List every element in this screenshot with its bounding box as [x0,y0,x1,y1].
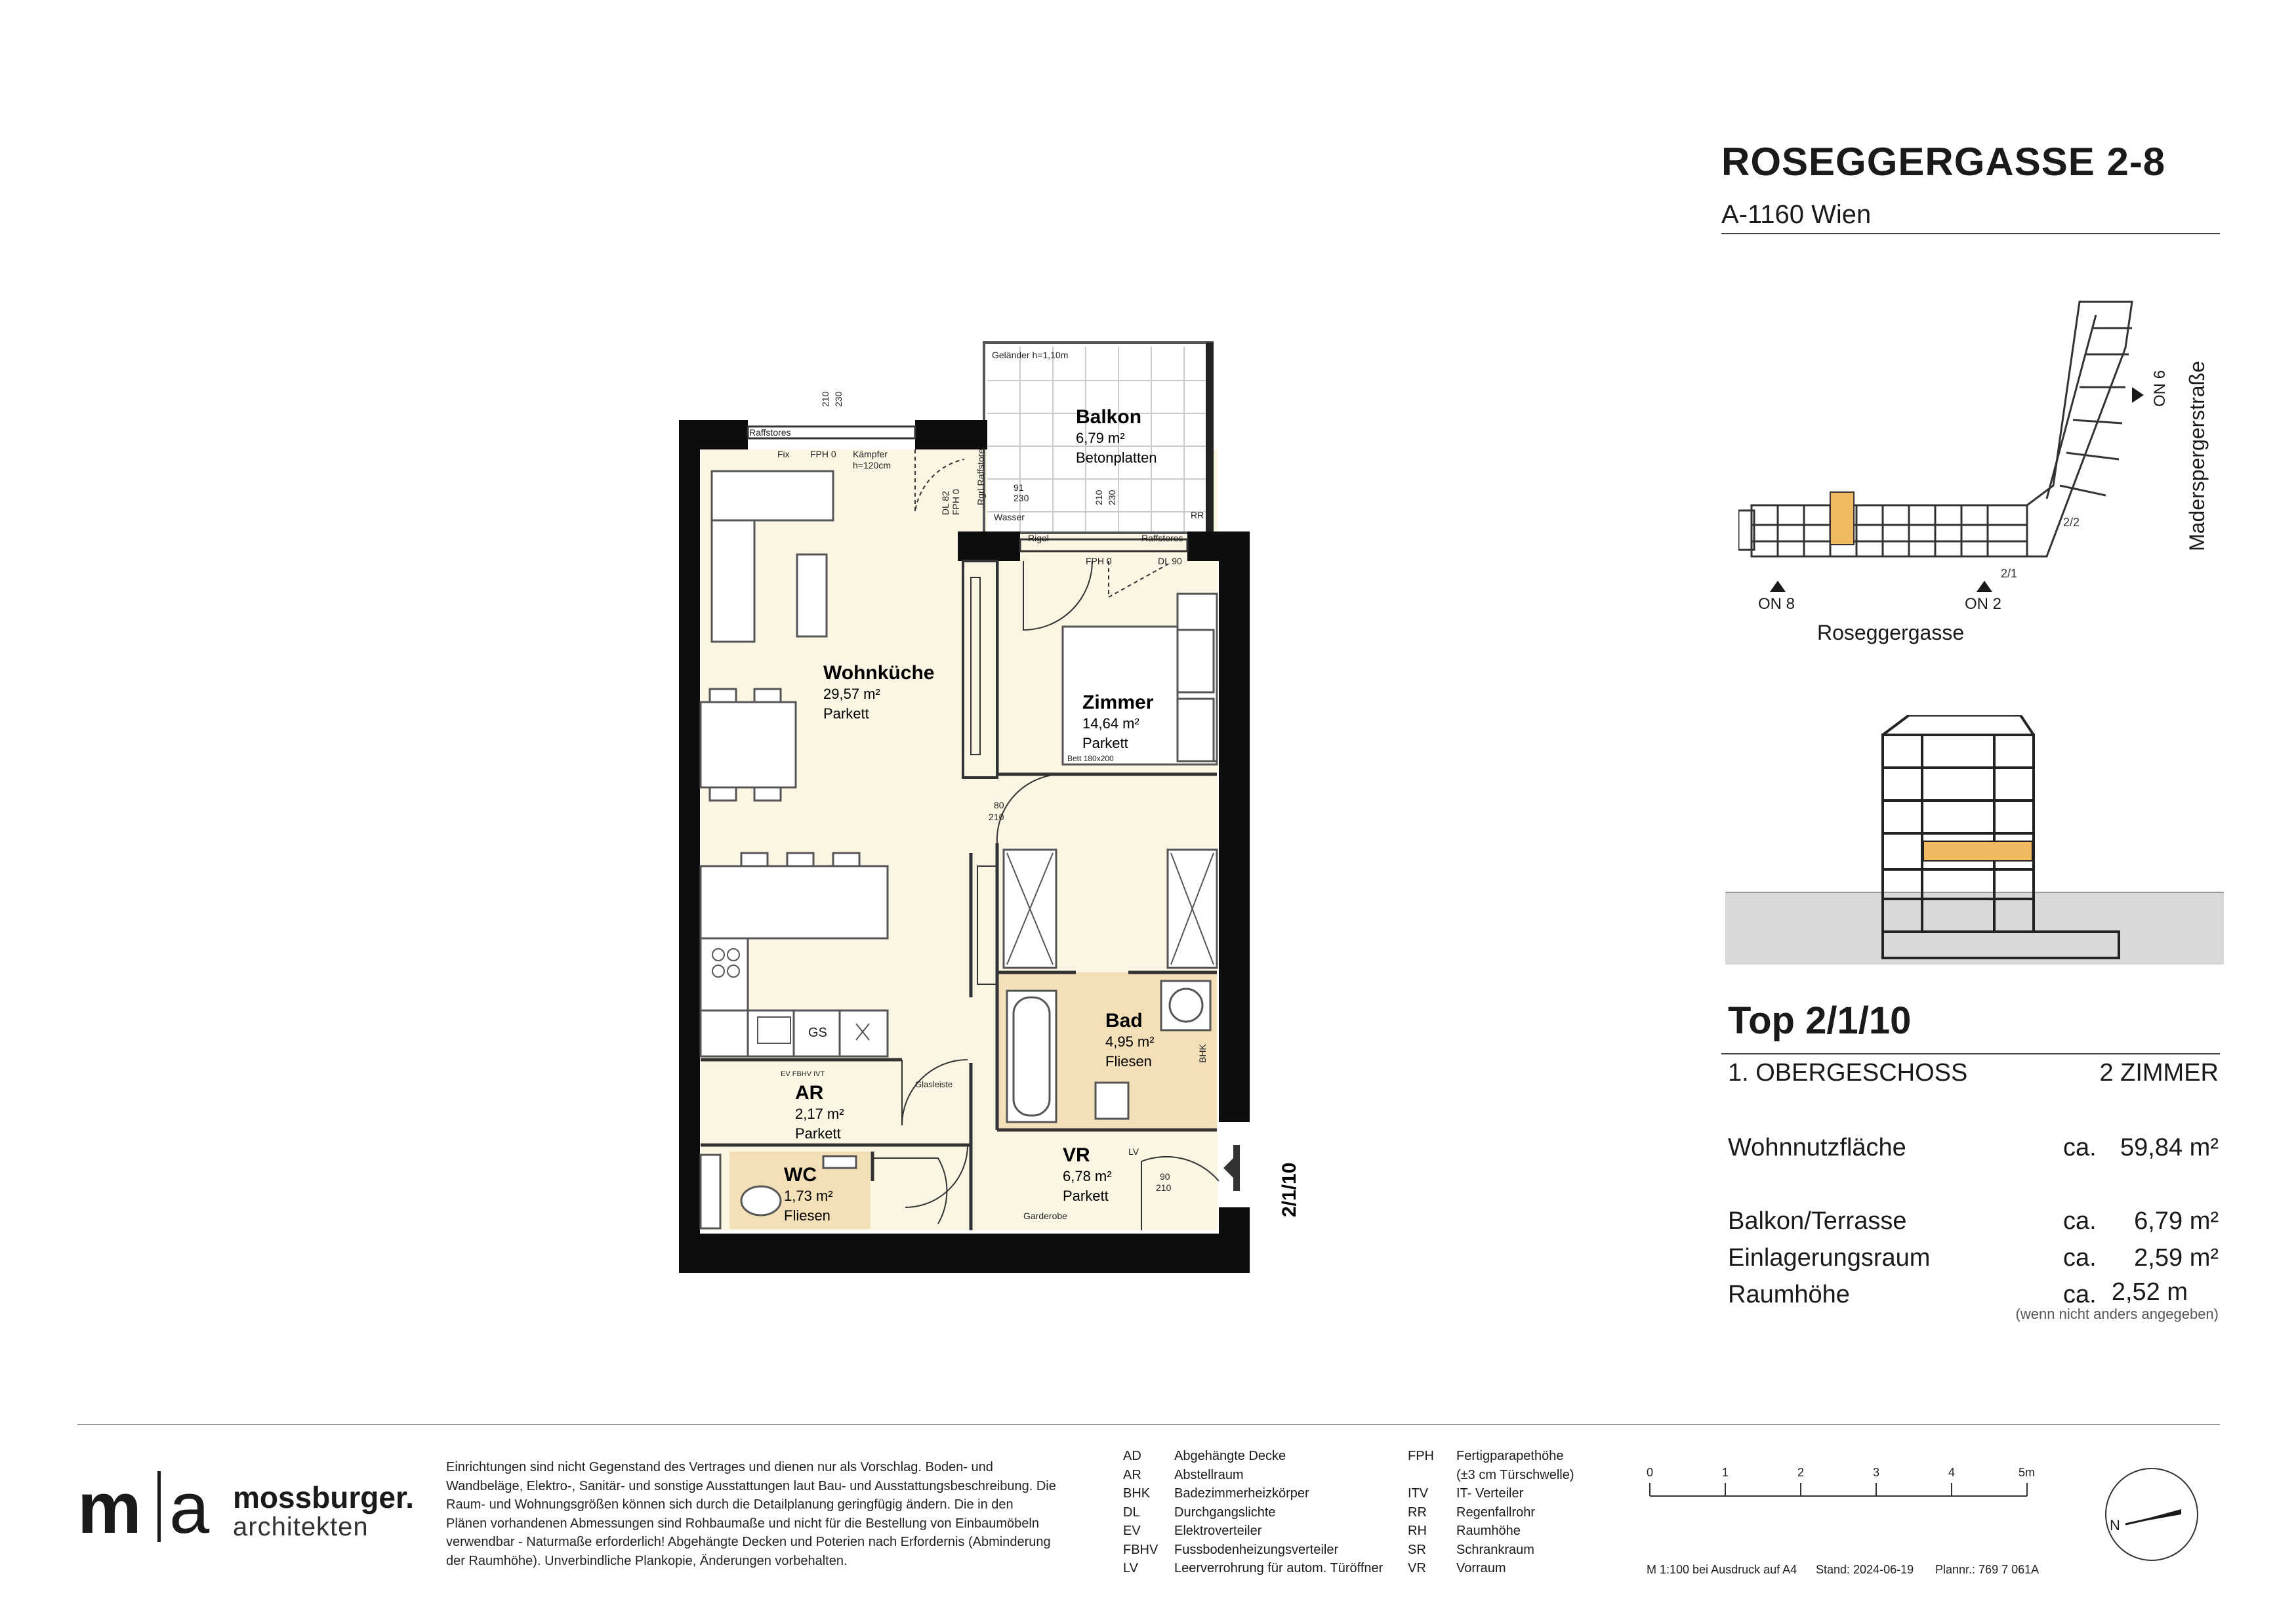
unit-floor: 1. OBERGESCHOSS [1728,1059,1968,1087]
marker-on8: ON 8 [1758,595,1795,613]
legend-text: IT- Verteiler [1456,1486,1524,1501]
note-gelaender: Geländer h=1,10m [992,350,1069,360]
legend-right-codes [1408,1447,1434,1578]
area-label-balkon: Balkon/Terrasse [1728,1207,1907,1235]
legend-text: Abgehängte Decke [1174,1449,1286,1463]
room-name-wc: WC [784,1164,817,1186]
area-value-raumhoehe: 2,52 m [2111,1278,2188,1306]
legend-code: SR [1408,1542,1426,1557]
note-rigol: Rigol [1028,533,1049,543]
note-dim-210c: 210 [989,812,1004,822]
note-gs: GS [808,1026,827,1040]
legend-code: BHK [1123,1486,1151,1501]
note-dim-230: 230 [1014,493,1029,503]
ground-fill [1725,892,2224,965]
room-floor-wc: Fliesen [784,1207,830,1224]
room-name-wohnkueche: Wohnküche [823,662,935,684]
area-label-raumhoehe: Raumhöhe [1728,1281,1850,1308]
legend-text: Raumhöhe [1456,1524,1521,1538]
north-label: N [2110,1517,2120,1533]
area-label-wohnnutzflaeche: Wohnnutzfläche [1728,1134,1906,1161]
header-divider [1721,233,2220,234]
area-value-balkon: 6,79 m² [2134,1207,2219,1235]
room-area-zimmer: 14,64 m² [1082,715,1139,732]
street-maderspergerstrasse: Maderspergerstraße [2185,361,2209,551]
logo-separator [157,1471,161,1542]
unit-top: Top 2/1/10 [1728,999,1912,1042]
legend-code: VR [1408,1561,1426,1575]
note-garderobe: Garderobe [1023,1211,1067,1221]
room-name-balkon: Balkon [1076,406,1142,428]
logo-m: m [77,1468,140,1549]
scale-print-note: M 1:100 bei Ausdruck auf A4 [1647,1563,1797,1576]
disclaimer-text: Einrichtungen sind nicht Gegenstand des Vertrages und dienen nur als Vorschlag. Boden- und Wandbeläge, Elektro-, Sanitär- und sonstige Ausstattungen laut Bau- und Ausstattungsbeschreibung. Die Raum- und Wohnungsgrößen können sich durch die Detailplanung geringfügig ändern. Die in den Plänen vorhandenen Abmessungen sind Rohbaumaße und nicht für die Bestellung von Einbaumöbeln verwendbar - Naturmaße erforderlich! Abgehängte Decken und Poterien nach Erfordernis (Abminderung der Raumhöhe). Unverbindliche Plankopie, Änderungen vorbehalten. [446,1460,1056,1568]
note-glasleiste: Glasleiste [915,1079,953,1089]
legend-text: Elektroverteiler [1174,1524,1262,1538]
area-ca-wohnnutzflaeche: ca. [2063,1134,2097,1161]
unit-divider [1721,1053,2220,1054]
project-title: ROSEGGERGASSE 2-8 [1721,140,2166,184]
room-name-ar: AR [795,1082,824,1104]
room-name-bad: Bad [1105,1010,1143,1031]
note-kaempfer: Kämpfer [853,449,888,459]
keyplan-highlight [1830,492,1854,545]
note-dim-90: 90 [1160,1171,1170,1182]
note-dim-210: 210 [1094,489,1104,505]
room-name-zimmer: Zimmer [1082,692,1154,713]
section-highlight [1923,841,2032,861]
note-raffstores2: Raffstores [1141,533,1183,543]
note-raffstores: Raffstores [749,427,791,438]
area-value-wohnnutzflaeche: 59,84 m² [2120,1134,2219,1161]
note-dim-230b: 230 [1107,489,1117,505]
area-value-einlagerung: 2,59 m² [2134,1244,2219,1272]
legend-code: LV [1123,1561,1138,1575]
building-section [1725,715,2224,965]
room-area-wc: 1,73 m² [784,1188,833,1204]
project-city: A-1160 Wien [1721,200,1872,229]
note-bett: Bett 180x200 [1067,754,1114,763]
marker-on2-icon [1977,581,1992,592]
marker-on6-icon [2132,387,2144,403]
entrance-marker-icon [1233,1145,1240,1191]
legend-code: EV [1123,1524,1141,1538]
legend-code: FPH [1408,1449,1434,1463]
keyplan-label-2-2: 2/2 [2063,516,2080,529]
scale-tick-5: 5m [2019,1466,2036,1479]
legend-right-texts [1456,1447,1574,1578]
legend-left-texts [1174,1447,1383,1578]
scale-tick-3: 3 [1873,1466,1880,1479]
note-dim-top-210: 210 [820,391,830,407]
marker-on8-icon [1770,581,1786,592]
room-area-wohnkueche: 29,57 m² [823,686,880,702]
note-dim-80: 80 [994,800,1004,810]
legend-text: Durchgangslichte [1174,1505,1276,1520]
note-rgrl-raffstore: Rgrl Raffstore [975,448,986,505]
scale-tick-0: 0 [1647,1466,1654,1479]
room-area-balkon: 6,79 m² [1076,430,1125,446]
legend-code: RR [1408,1505,1427,1520]
marker-on2: ON 2 [1965,595,2002,613]
logo-name: mossburger. [233,1480,415,1514]
area-ca-einlagerung: ca. [2063,1244,2097,1272]
legend-text: Vorraum [1456,1561,1506,1575]
legend-text: Badezimmerheizkörper [1174,1486,1309,1501]
scale-tick-4: 4 [1948,1466,1956,1479]
logo-a: a [169,1468,210,1549]
plan-date: Stand: 2024-06-19 [1816,1563,1914,1576]
note-bhk: BHK [1197,1044,1208,1063]
note-dim-top-230: 230 [833,391,844,407]
room-area-bad: 4,95 m² [1105,1033,1155,1050]
note-ev-strip: EV FBHV IVT [781,1070,825,1078]
height-note: (wenn nicht anders angegeben) [2015,1306,2219,1322]
legend-code: AD [1123,1449,1141,1463]
marker-on6: ON 6 [2151,369,2169,407]
north-arrow-icon [2099,1462,2204,1567]
legend-left-codes [1123,1447,1158,1578]
legend-code: DL [1123,1505,1140,1520]
floor-plan [0,0,1312,1312]
room-floor-vr: Parkett [1063,1188,1109,1204]
room-floor-ar: Parkett [795,1125,841,1142]
plan-number: Plannr.: 769 7 061A [1935,1563,2040,1576]
legend-code: AR [1123,1467,1141,1482]
room-area-ar: 2,17 m² [795,1106,844,1122]
legend-text: Fertigparapethöhe [1456,1449,1564,1463]
note-rr: RR [1191,510,1204,520]
note-fix: Fix [777,449,790,459]
footer-divider [77,1424,2220,1425]
legend-text: Fussbodenheizungsverteiler [1174,1542,1339,1557]
site-keyplan [1738,289,2237,656]
legend-code: FBHV [1123,1542,1158,1557]
note-fph0c: FPH 0 [1086,556,1112,566]
legend-text: Schrankraum [1456,1542,1534,1557]
note-dim-91: 91 [1014,482,1024,493]
room-name-vr: VR [1063,1144,1090,1166]
keyplan-label-2-1: 2/1 [2001,567,2018,580]
note-dim-210d: 210 [1156,1182,1172,1193]
note-dl82: DL 82 [940,491,951,515]
legend-text: Regenfallrohr [1456,1505,1536,1520]
room-floor-balkon: Betonplatten [1076,449,1157,466]
room-floor-bad: Fliesen [1105,1053,1152,1070]
legend-code: ITV [1408,1486,1429,1501]
scale-bar [1633,1463,2053,1509]
street-roseggergasse: Roseggergasse [1817,621,1965,644]
scale-tick-1: 1 [1722,1466,1729,1479]
note-lv: LV [1128,1146,1139,1157]
legend-text: Abstellraum [1174,1467,1244,1482]
area-label-einlagerung: Einlagerungsraum [1728,1244,1931,1272]
area-ca-balkon: ca. [2063,1207,2097,1235]
note-kaempfer-h: h=120cm [853,460,891,470]
room-floor-zimmer: Parkett [1082,735,1128,751]
scale-tick-2: 2 [1797,1466,1805,1479]
legend-text: Leerverrohrung für autom. Türöffner [1174,1561,1384,1575]
note-dl90: DL 90 [1158,556,1182,566]
note-wasser: Wasser [994,512,1025,522]
note-fph0b: FPH 0 [951,489,961,515]
entrance-label: 2/1/10 [1279,1162,1300,1217]
legend-text: (±3 cm Türschwelle) [1456,1467,1574,1482]
unit-rooms: 2 ZIMMER [2099,1059,2219,1087]
legend-code [1408,1466,1434,1485]
logo-sub: architekten [233,1512,369,1541]
room-floor-wohnkueche: Parkett [823,705,869,722]
area-ca-raumhoehe: ca. [2063,1281,2097,1308]
room-area-vr: 6,78 m² [1063,1168,1112,1184]
note-fph0: FPH 0 [810,449,836,459]
legend-code: RH [1408,1524,1427,1538]
